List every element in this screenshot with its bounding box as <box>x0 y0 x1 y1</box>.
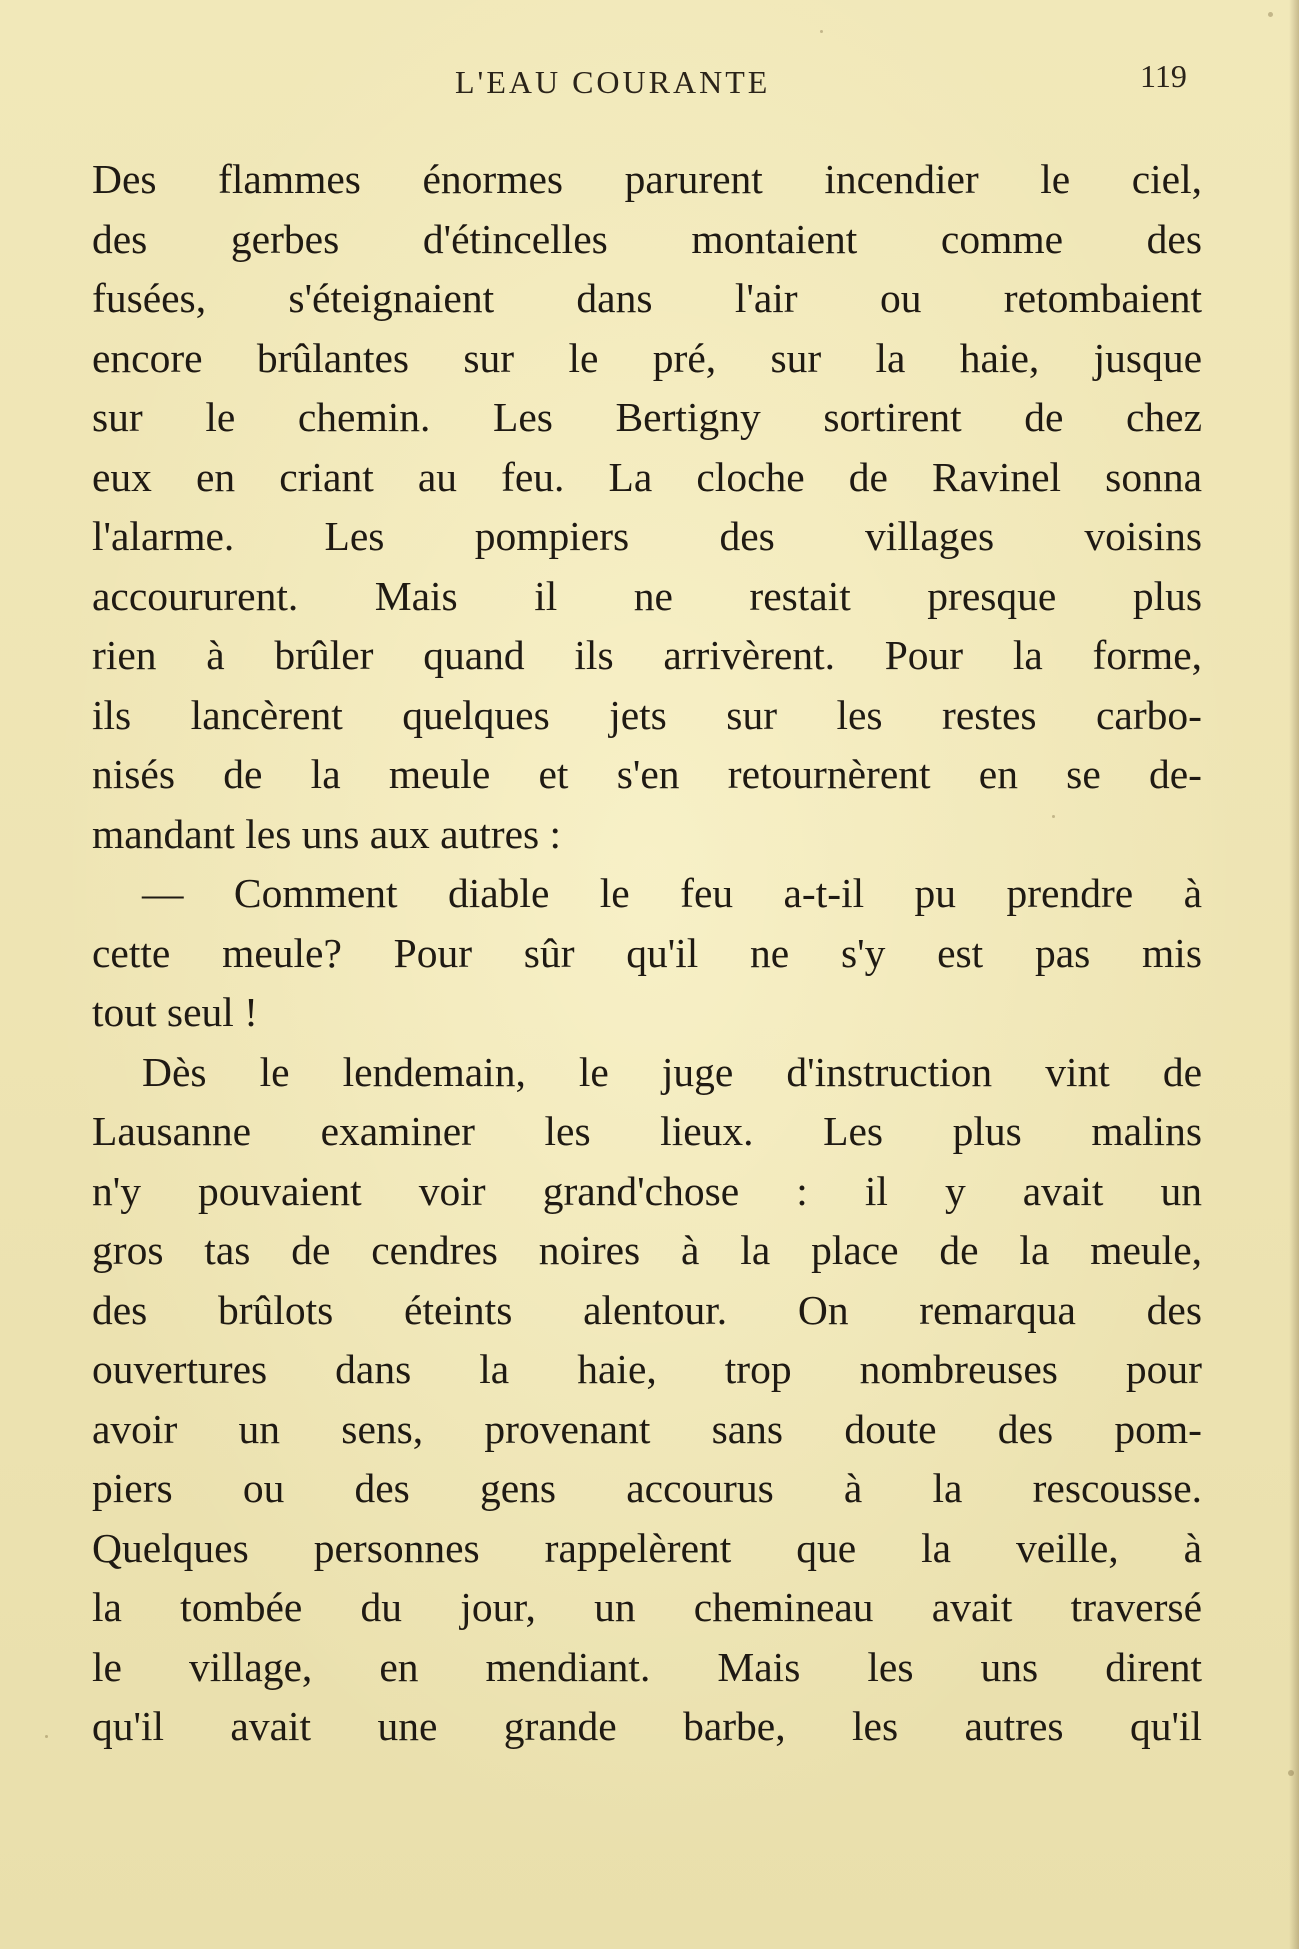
text-line: — Comment diable le feu a-t-il pu prendre à <box>142 870 1202 916</box>
paper-speck <box>45 1735 48 1738</box>
paper-speck <box>1288 1770 1294 1776</box>
text-line: Quelques personnes rappelèrent que la veille, à <box>92 1524 1202 1571</box>
text-line: n'y pouvaient voir grand'chose : il y avait un <box>92 1167 1202 1214</box>
text-line: des gerbes d'étincelles montaient comme des <box>92 215 1202 262</box>
running-title: L'EAU COURANTE <box>455 64 771 100</box>
text-line: fusées, s'éteignaient dans l'air ou retombaient <box>92 275 1202 321</box>
text-line: mandant les uns aux autres : <box>92 810 562 857</box>
text-line: eux en criant au feu. La cloche de Ravinel sonna <box>92 453 1202 500</box>
text-line: ils lancèrent quelques jets sur les restes carbo- <box>92 691 1202 738</box>
text-line: gros tas de cendres noires à la place de la meule, <box>92 1227 1202 1273</box>
text-line: le village, en mendiant. Mais les uns dirent <box>92 1643 1202 1690</box>
page-edge-shadow <box>1289 0 1299 1949</box>
text-line: ouvertures dans la haie, trop nombreuses pour <box>92 1346 1202 1392</box>
text-line: Lausanne examiner les lieux. Les plus malins <box>92 1108 1202 1154</box>
text-line: la tombée du jour, un chemineau avait traversé <box>92 1584 1202 1630</box>
text-line: rien à brûler quand ils arrivèrent. Pour la forme, <box>92 632 1202 678</box>
text-line: l'alarme. Les pompiers des villages voisins <box>92 513 1202 559</box>
text-line: sur le chemin. Les Bertigny sortirent de chez <box>92 394 1202 440</box>
body-text <box>92 150 1202 1757</box>
text-line: nisés de la meule et s'en retournèrent en se de- <box>92 751 1202 797</box>
running-head <box>0 58 1299 108</box>
paper-speck <box>820 30 823 33</box>
paper-speck <box>1268 12 1273 17</box>
text-line: cette meule? Pour sûr qu'il ne s'y est pas mis <box>92 929 1202 976</box>
text-line: encore brûlantes sur le pré, sur la haie, jusque <box>92 334 1202 381</box>
page-number: 119 <box>1140 58 1187 94</box>
text-line: accoururent. Mais il ne restait presque plus <box>92 572 1202 619</box>
paper-speck <box>1052 815 1055 818</box>
text-line: piers ou des gens accourus à la rescousse. <box>92 1465 1202 1511</box>
text-line: des brûlots éteints alentour. On remarqua des <box>92 1286 1202 1333</box>
text-line: Des flammes énormes parurent incendier le ciel, <box>92 156 1202 202</box>
text-line: Dès le lendemain, le juge d'instruction vint de <box>142 1048 1202 1095</box>
text-line: tout seul ! <box>92 989 258 1035</box>
text-line: avoir un sens, provenant sans doute des pom- <box>92 1405 1202 1452</box>
text-line: qu'il avait une grande barbe, les autres qu'il <box>92 1703 1202 1749</box>
